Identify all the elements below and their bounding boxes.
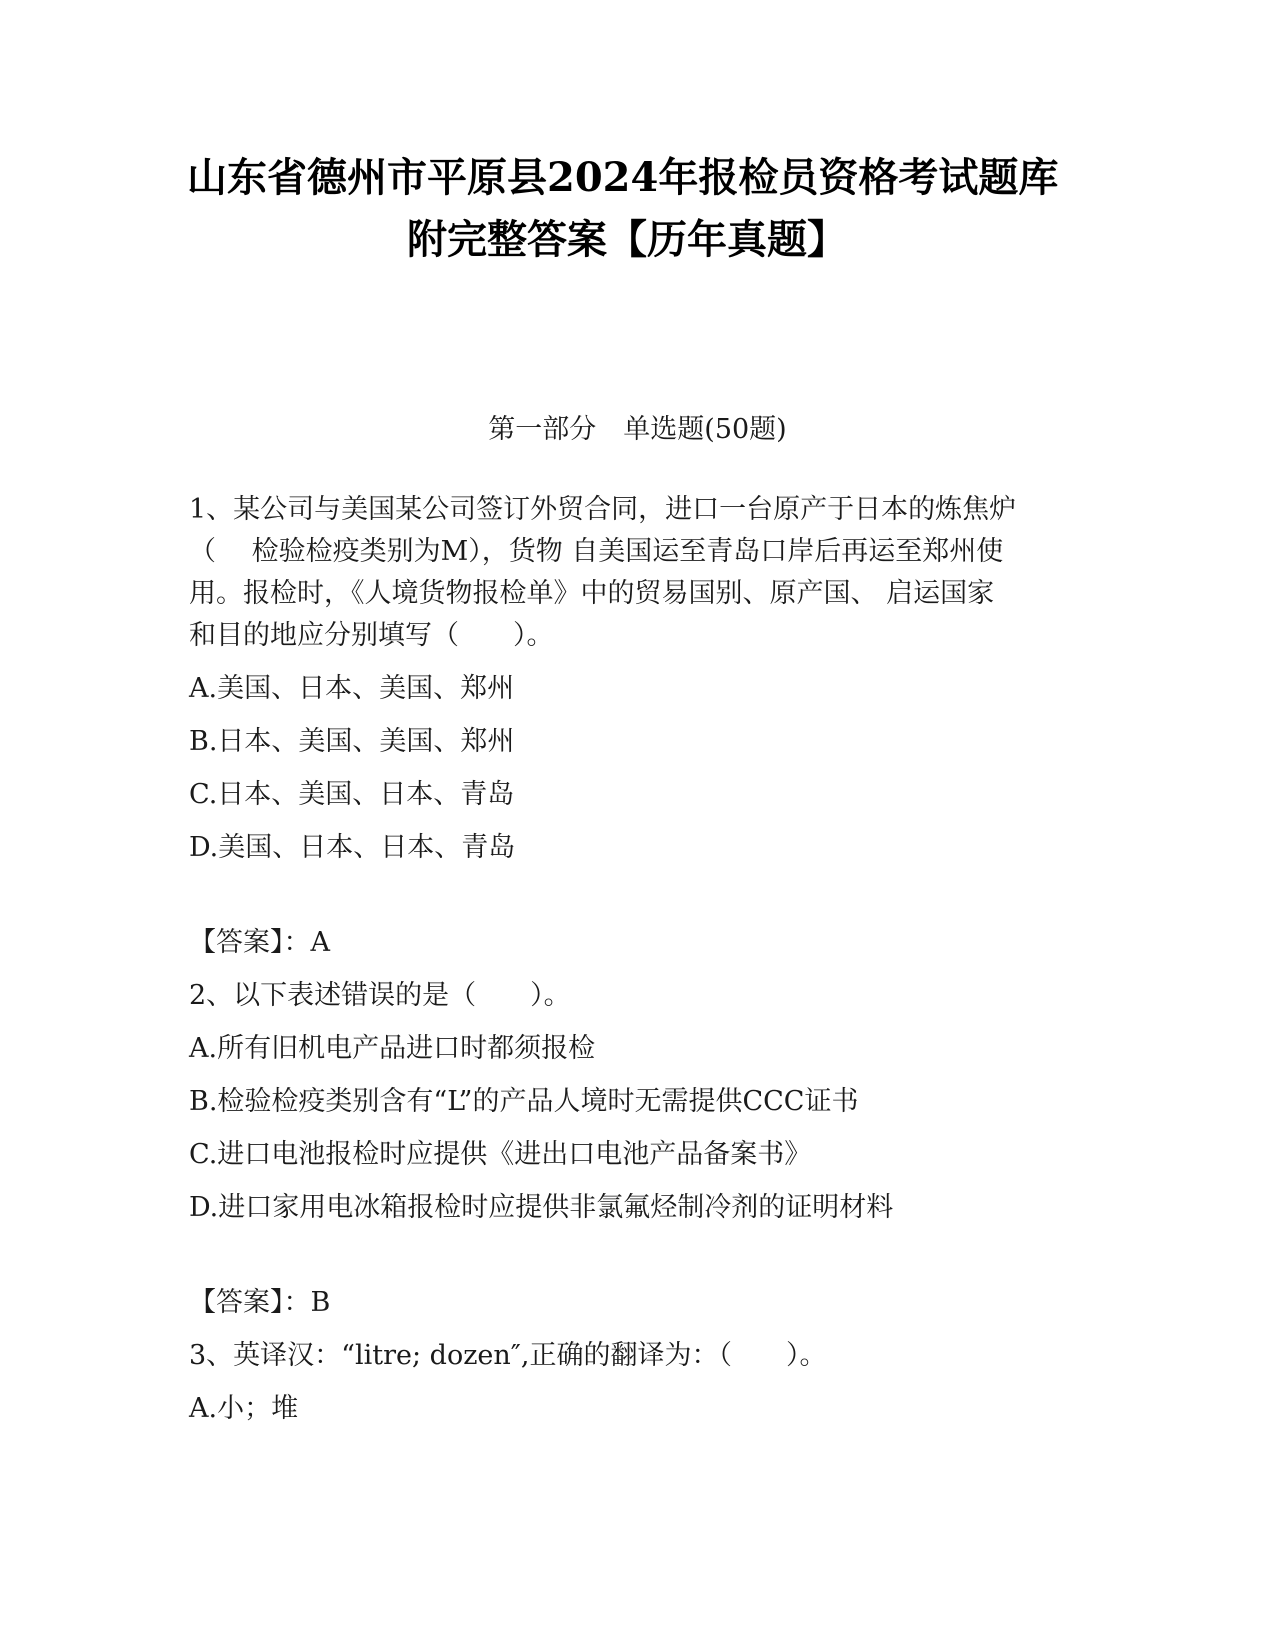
question-1-stem-line-4: 和目的地应分别填写（ ）。: [189, 620, 554, 651]
question-1-stem-line-3: 用。报检时，《人境货物报检单》中的贸易国别、原产国、 启运国家: [189, 578, 995, 609]
document-title-line-2: 附完整答案【历年真题】: [407, 216, 847, 263]
question-1-stem-line-1: 1、某公司与美国某公司签订外贸合同，进口一台原产于日本的炼焦炉: [189, 494, 1017, 525]
question-1-answer: 【答案】：A: [189, 927, 330, 958]
question-2-answer: 【答案】：B: [189, 1287, 331, 1318]
question-2-option-b: B.检验检疫类别含有“L”的产品人境时无需提供CCC证书: [189, 1086, 859, 1117]
question-2-option-a: A.所有旧机电产品进口时都须报检: [189, 1033, 596, 1064]
question-2-option-d: D.进口家用电冰箱报检时应提供非氯氟烃制冷剂的证明材料: [189, 1192, 894, 1223]
document-title-line-1: 山东省德州市平原县2024年报检员资格考试题库: [187, 154, 1059, 201]
question-1-option-d: D.美国、日本、日本、青岛: [189, 832, 516, 863]
question-3-stem: 3、英译汉：“litre; dozen″,正确的翻译为：（ ）。: [189, 1340, 827, 1371]
question-1-stem-line-2: （ 检验检疫类别为M），货物 自美国运至青岛口岸后再运至郑州使: [189, 536, 1004, 567]
question-1-option-b: B.日本、美国、美国、郑州: [189, 726, 515, 757]
question-3-option-a: A.小；堆: [189, 1393, 299, 1424]
section-heading: 第一部分 单选题(50题): [488, 414, 787, 445]
question-2-stem: 2、以下表述错误的是（ ）。: [189, 980, 571, 1011]
question-1-option-a: A.美国、日本、美国、郑州: [189, 673, 515, 704]
question-1-option-c: C.日本、美国、日本、青岛: [189, 779, 515, 810]
question-2-option-c: C.进口电池报检时应提供《进出口电池产品备案书》: [189, 1139, 812, 1170]
